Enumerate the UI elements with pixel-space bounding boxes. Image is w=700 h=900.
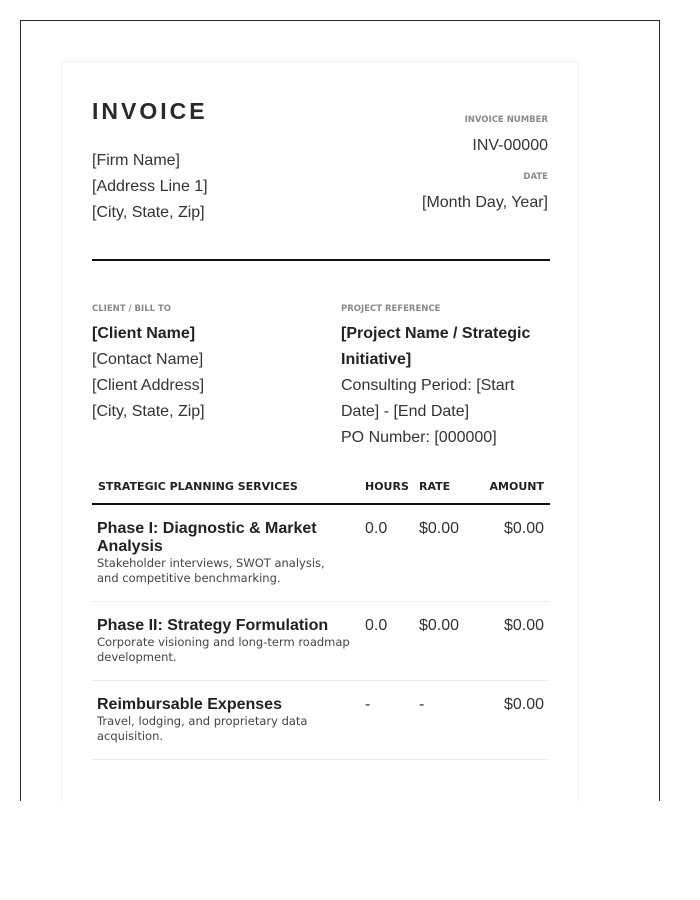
client-city-state-zip: [City, State, Zip] <box>92 403 205 420</box>
th-hours: HOURS <box>365 480 409 493</box>
firm-city-state-zip: [City, State, Zip] <box>92 204 205 221</box>
table-row <box>97 617 359 665</box>
item-amount: $0.00 <box>503 617 544 634</box>
row-divider <box>92 601 550 602</box>
table-row <box>97 520 359 586</box>
table-row <box>97 696 359 744</box>
item-rate: $0.00 <box>419 617 460 634</box>
date-label: DATE <box>523 172 548 182</box>
consulting-period-line-1: Consulting Period: [Start <box>341 377 515 394</box>
po-number: PO Number: [000000] <box>341 429 497 446</box>
item-rate: - <box>419 696 425 713</box>
firm-address: [Address Line 1] <box>92 178 208 195</box>
project-name-line-2: Initiative] <box>341 351 412 368</box>
item-description: Travel, lodging, and proprietary data <box>97 714 308 728</box>
firm-name: [Firm Name] <box>92 152 180 169</box>
item-hours: 0.0 <box>365 520 388 537</box>
client-address: [Client Address] <box>92 377 205 394</box>
client-contact: [Contact Name] <box>92 351 204 368</box>
header-divider <box>92 259 550 261</box>
item-title-cont: Analysis <box>97 538 163 555</box>
item-rate: $0.00 <box>419 520 460 537</box>
item-description: Corporate visioning and long-term roadmap <box>97 635 350 649</box>
item-amount: $0.00 <box>503 520 544 537</box>
client-label: CLIENT / BILL TO <box>92 304 172 314</box>
date-value: [Month Day, Year] <box>422 194 548 211</box>
item-amount: $0.00 <box>503 696 544 713</box>
invoice-title: INVOICE <box>92 98 208 124</box>
client-block <box>92 321 322 425</box>
invoice-number-label: INVOICE NUMBER <box>464 115 548 125</box>
th-amount: AMOUNT <box>489 480 544 493</box>
th-rate: RATE <box>419 480 451 493</box>
table-header-rule <box>92 503 550 505</box>
item-hours: 0.0 <box>365 617 388 634</box>
client-name: [Client Name] <box>92 325 196 342</box>
item-title: Reimbursable Expenses <box>97 696 282 713</box>
item-description: Stakeholder interviews, SWOT analysis, <box>97 556 325 570</box>
th-service: STRATEGIC PLANNING SERVICES <box>98 480 298 493</box>
item-description-cont: and competitive benchmarking. <box>97 571 281 585</box>
project-label: PROJECT REFERENCE <box>341 304 441 314</box>
row-divider <box>92 680 550 681</box>
consulting-period-line-2: Date] - [End Date] <box>341 403 470 420</box>
item-description-cont: development. <box>97 650 177 664</box>
item-title: Phase II: Strategy Formulation <box>97 617 329 634</box>
item-description-cont: acquisition. <box>97 729 164 743</box>
item-hours: - <box>365 696 371 713</box>
invoice-page <box>61 61 579 801</box>
project-block <box>341 321 556 451</box>
project-name-line-1: [Project Name / Strategic <box>341 325 531 342</box>
item-title: Phase I: Diagnostic & Market <box>97 520 317 537</box>
invoice-number-value: INV-00000 <box>472 137 548 154</box>
row-divider <box>92 759 550 760</box>
